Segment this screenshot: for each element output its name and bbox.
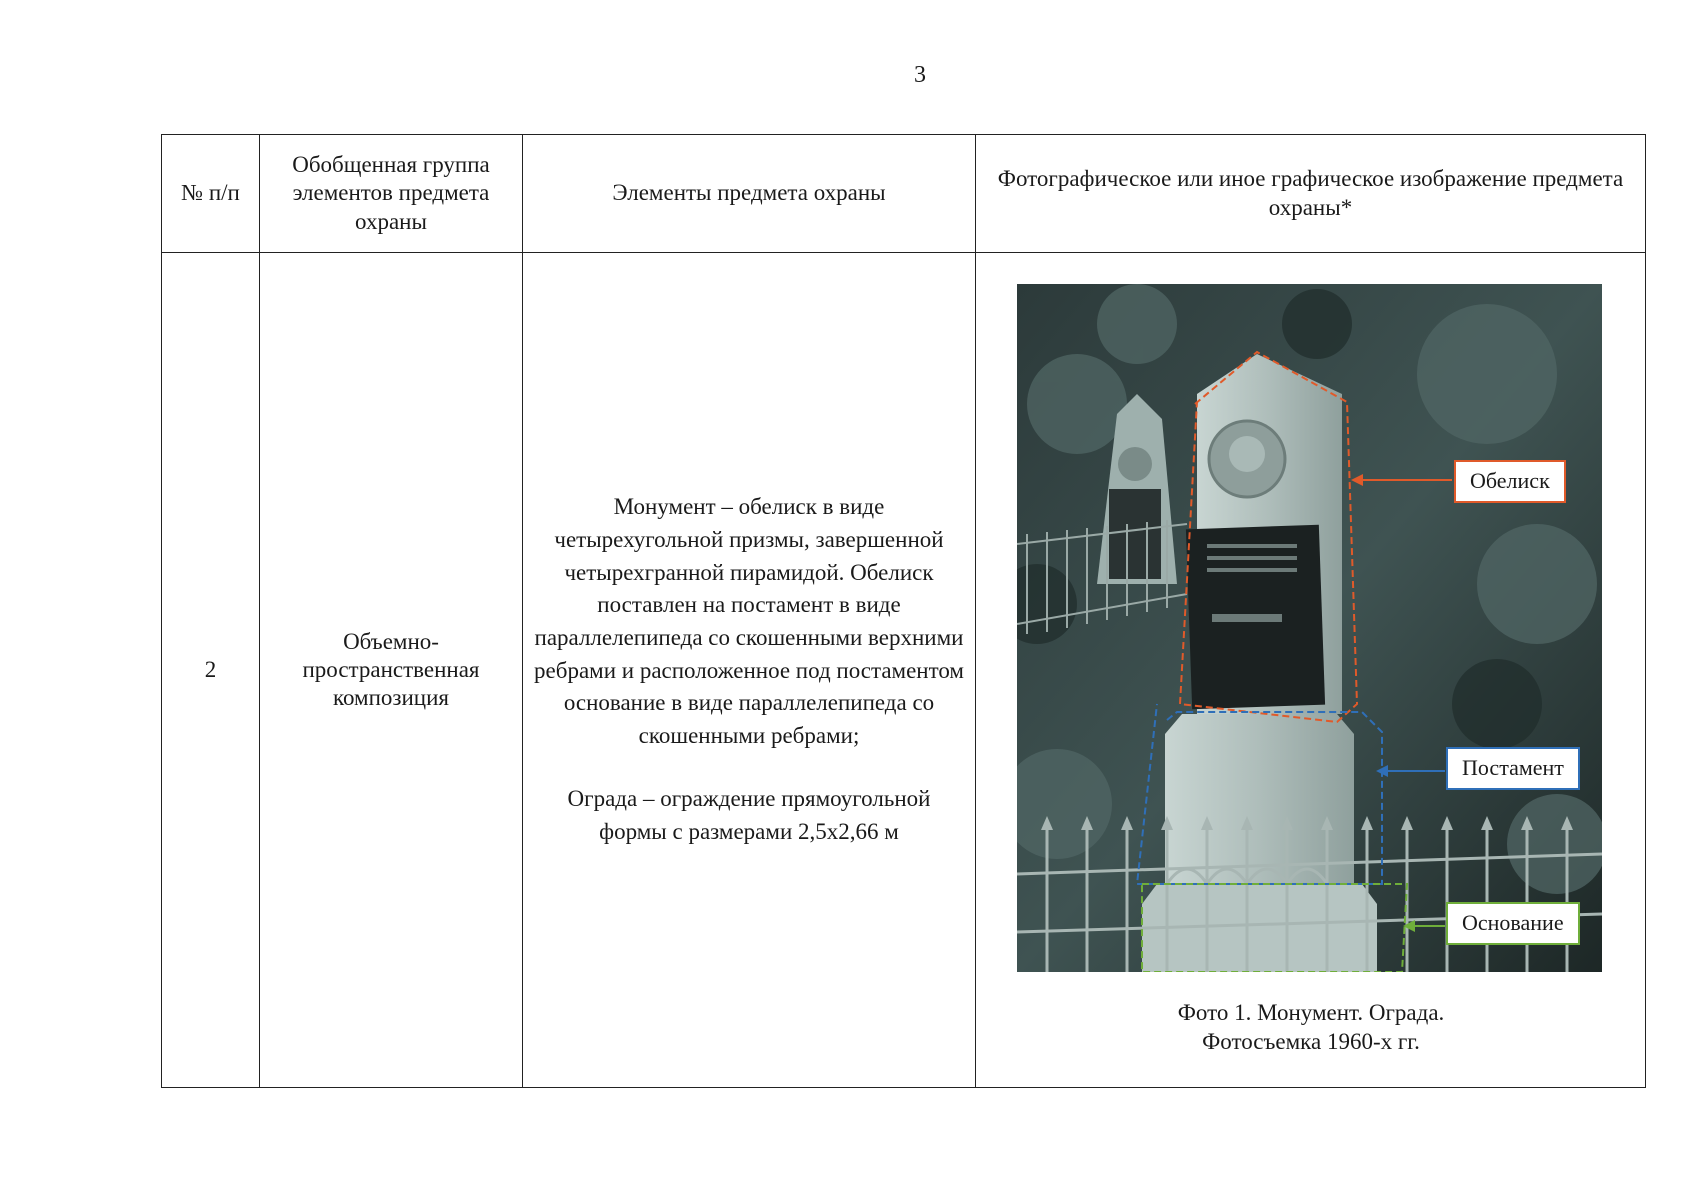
elements-monument-text: Монумент – обелиск в виде четырехугольной призмы, завершенной четырехгранной пирамидой. Обелиск поставлен на постамент в виде параллелепипеда со скошенными верхними ребрами и расположенное под постаментом основание в виде параллелепипеда со скошенными ребрами; bbox=[534, 494, 964, 748]
row-number: 2 bbox=[162, 253, 260, 1088]
elements-fence-text: Ограда – ограждение прямоугольной формы с размерами 2,5х2,66 м bbox=[567, 786, 931, 845]
header-image: Фотографическое или иное графическое изображение предмета охраны* bbox=[976, 135, 1646, 253]
header-elements: Элементы предмета охраны bbox=[523, 135, 976, 253]
obelisk-callout: Обелиск bbox=[1454, 460, 1566, 503]
row-photo-cell bbox=[976, 253, 1646, 1088]
pedestal-callout: Постамент bbox=[1446, 747, 1580, 790]
row-group: Объемно-пространственная композиция bbox=[260, 253, 523, 1088]
base-callout: Основание bbox=[1446, 902, 1580, 945]
monument-photo bbox=[1017, 284, 1602, 972]
page-number: 3 bbox=[914, 62, 926, 88]
header-group: Обобщенная группа элементов предмета охраны bbox=[260, 135, 523, 253]
table-row bbox=[162, 253, 1646, 1088]
monument-photo-image bbox=[1017, 284, 1602, 972]
protection-table bbox=[161, 134, 1646, 1088]
table-header-row bbox=[162, 135, 1646, 253]
photo-caption bbox=[976, 999, 1646, 1057]
photo-caption-title: Фото 1. Монумент. Ограда. bbox=[1177, 1000, 1445, 1025]
header-number: № п/п bbox=[162, 135, 260, 253]
photo-caption-date: Фотосъемка 1960-х гг. bbox=[1202, 1028, 1420, 1054]
row-elements bbox=[523, 253, 976, 1088]
